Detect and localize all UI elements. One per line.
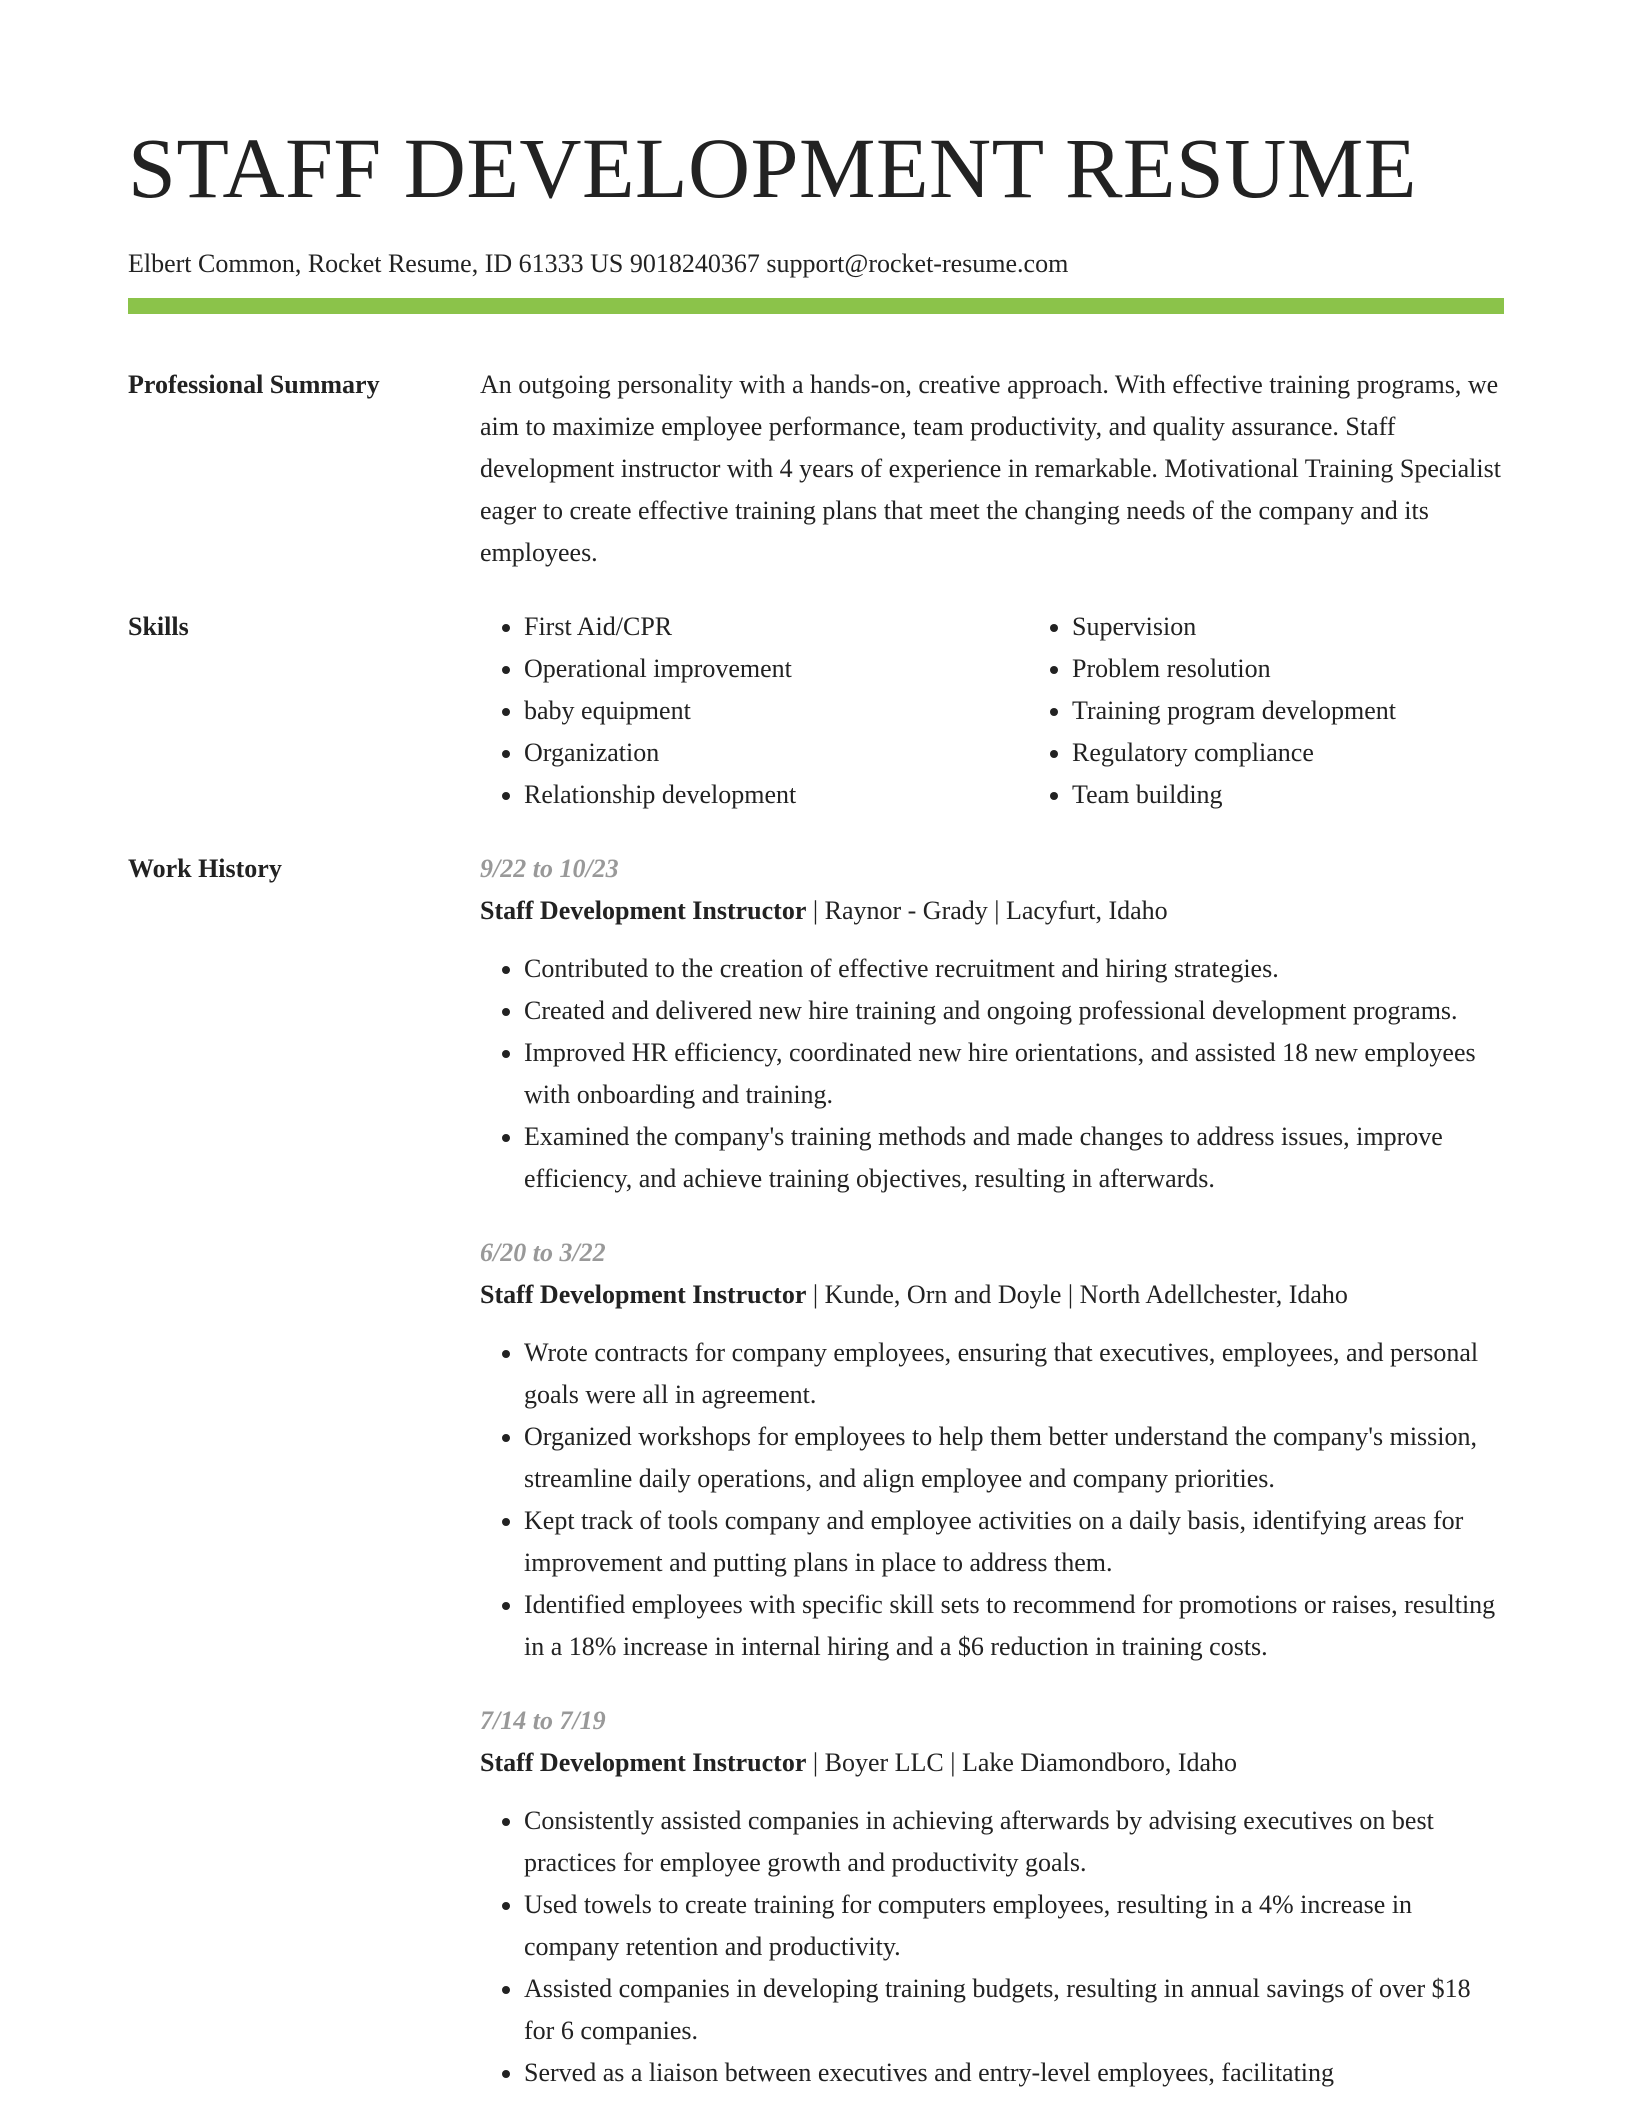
skill-item: • First Aid/CPR: [524, 606, 1028, 648]
job-bullet: • Used towels to create training for computers employees, resulting in a 4% increase in company retention and productivity.: [524, 1884, 1504, 1968]
professional-summary-section: [128, 364, 1504, 574]
job-dates: 6/20 to 3/22: [480, 1238, 606, 1267]
job-employer-location: | Raynor - Grady | Lacyfurt, Idaho: [806, 896, 1168, 925]
skill-item: • baby equipment: [524, 690, 1028, 732]
skill-item: • Relationship development: [524, 774, 1028, 816]
work-history-section: [128, 848, 1504, 2126]
job-bullet: • Contributed to the creation of effective recruitment and hiring strategies.: [524, 948, 1504, 990]
job-entry: [480, 1232, 1504, 1668]
job-bullets: [480, 1800, 1504, 2094]
job-dates: 9/22 to 10/23: [480, 854, 619, 883]
job-bullet: • Organized workshops for employees to help them better understand the company's mission, streamline daily operations, and align employee and company priorities.: [524, 1416, 1504, 1500]
skills-column-right: [1028, 606, 1576, 816]
job-bullet: • Wrote contracts for company employees, ensuring that executives, employees, and personal goals were all in agreement.: [524, 1332, 1504, 1416]
skill-item: • Operational improvement: [524, 648, 1028, 690]
skill-item: • Organization: [524, 732, 1028, 774]
job-bullet: • Improved HR efficiency, coordinated new hire orientations, and assisted 18 new employees with onboarding and training.: [524, 1032, 1504, 1116]
job-heading: [480, 890, 1504, 932]
contact-line: Elbert Common, Rocket Resume, ID 61333 US 9018240367 support@rocket-resume.com: [128, 249, 1069, 278]
job-bullet: • Kept track of tools company and employee activities on a daily basis, identifying areas for improvement and putting plans in place to address them.: [524, 1500, 1504, 1584]
skills-section: [128, 606, 1504, 816]
job-dates: 7/14 to 7/19: [480, 1706, 606, 1735]
job-employer-location: | Kunde, Orn and Doyle | North Adellchester, Idaho: [806, 1280, 1348, 1309]
skill-item: • Problem resolution: [1072, 648, 1576, 690]
skill-item: • Supervision: [1072, 606, 1576, 648]
job-bullets: [480, 1332, 1504, 1668]
job-bullet: • Served as a liaison between executives and entry-level employees, facilitating: [524, 2052, 1504, 2094]
skill-item: • Regulatory compliance: [1072, 732, 1576, 774]
skills-body: [480, 606, 1576, 816]
resume-title: STAFF DEVELOPMENT RESUME: [128, 120, 1417, 216]
job-employer-location: | Boyer LLC | Lake Diamondboro, Idaho: [806, 1748, 1238, 1777]
skill-item: • Training program development: [1072, 690, 1576, 732]
work-history-body: [480, 848, 1504, 2126]
job-bullet: • Examined the company's training methods and made changes to address issues, improve efficiency, and achieve training objectives, resulting in afterwards.: [524, 1116, 1504, 1200]
section-label-skills: Skills: [128, 612, 189, 641]
job-title: Staff Development Instructor: [480, 1748, 807, 1777]
job-heading: [480, 1274, 1504, 1316]
job-bullet: • Assisted companies in developing training budgets, resulting in annual savings of over $18 for 6 companies.: [524, 1968, 1504, 2052]
accent-divider: [128, 298, 1504, 314]
job-bullet: • Identified employees with specific skill sets to recommend for promotions or raises, resulting in a 18% increase in internal hiring and a $6 reduction in training costs.: [524, 1584, 1504, 1668]
job-bullet: • Created and delivered new hire training and ongoing professional development programs.: [524, 990, 1504, 1032]
job-bullet: • Consistently assisted companies in achieving afterwards by advising executives on best practices for employee growth and productivity goals.: [524, 1800, 1504, 1884]
section-label-work-history: Work History: [128, 854, 282, 883]
summary-text: An outgoing personality with a hands-on, creative approach. With effective training programs, we aim to maximize employee performance, team productivity, and quality assurance. Staff development instructor with 4 years of experience in remarkable. Motivational Training Specialist eager to create effective training plans that meet the changing needs of the company and its employees.: [480, 370, 1501, 567]
job-title: Staff Development Instructor: [480, 896, 807, 925]
job-entry: [480, 848, 1504, 1200]
job-entry: [480, 1700, 1504, 2094]
job-title: Staff Development Instructor: [480, 1280, 807, 1309]
section-label-professional-summary: Professional Summary: [128, 370, 380, 399]
skills-column-left: [480, 606, 1028, 816]
skills-grid: [480, 606, 1576, 816]
job-bullets: [480, 948, 1504, 1200]
resume-page: [128, 0, 1504, 2126]
skill-item: • Team building: [1072, 774, 1576, 816]
job-heading: [480, 1742, 1504, 1784]
